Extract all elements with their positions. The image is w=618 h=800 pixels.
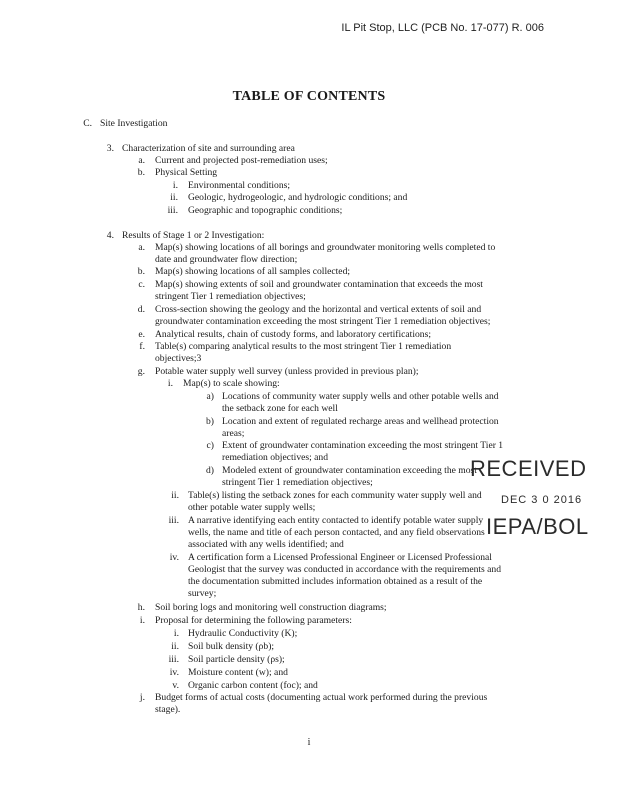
toc-label: a. xyxy=(138,155,145,166)
toc-label: h. xyxy=(137,602,145,613)
toc-line: Results of Stage 1 or 2 Investigation: xyxy=(122,230,265,241)
received-stamp: RECEIVED xyxy=(470,456,587,481)
toc-label: 3. xyxy=(106,143,114,154)
toc-line: Budget forms of actual costs (documenting actual work performed during the previous xyxy=(155,692,488,703)
toc-line: survey; xyxy=(188,588,217,599)
toc-label: iv. xyxy=(169,667,179,678)
toc-label: ii. xyxy=(171,490,179,501)
toc-line: Organic carbon content (foc); and xyxy=(188,680,318,691)
toc-line: groundwater contamination exceeding the most stringent Tier 1 remediation objectives; xyxy=(155,316,491,327)
toc-line: Table(s) comparing analytical results to the most stringent Tier 1 remediation xyxy=(155,341,452,352)
toc-line: Modeled extent of groundwater contamination exceeding the most xyxy=(222,465,477,476)
toc-line: Soil boring logs and monitoring well construction diagrams; xyxy=(155,602,387,613)
toc-label: iii. xyxy=(168,654,179,665)
toc-label: 4. xyxy=(106,230,114,241)
toc-line: associated with any wells identified; and xyxy=(188,539,344,550)
toc-line: stringent Tier 1 remediation objectives; xyxy=(222,477,373,488)
toc-line: Moisture content (w); and xyxy=(188,667,288,678)
toc-line: Current and projected post-remediation uses; xyxy=(155,155,328,166)
docket-header: IL Pit Stop, LLC (PCB No. 17-077) R. 006 xyxy=(341,22,544,34)
toc-label: C. xyxy=(83,118,92,129)
toc-line: stage). xyxy=(155,704,181,715)
toc-label: iii. xyxy=(168,515,179,526)
toc-line: stringent Tier 1 remediation objectives; xyxy=(155,291,306,302)
toc-line: wells, the name and title of each person contacted, and any field observations xyxy=(188,527,485,538)
toc-label: b) xyxy=(206,416,214,427)
toc-line: Locations of community water supply wells and other potable wells and xyxy=(222,391,499,402)
toc-line: Characterization of site and surrounding area xyxy=(122,143,295,154)
toc-label: b. xyxy=(137,266,145,277)
received-stamp-agency: IEPA/BOL xyxy=(486,514,589,539)
toc-label: e. xyxy=(138,329,145,340)
toc-line: Hydraulic Conductivity (K); xyxy=(188,628,298,639)
toc-line: Analytical results, chain of custody forms, and laboratory certifications; xyxy=(155,329,432,340)
toc-label: v. xyxy=(172,680,179,691)
toc-label: d. xyxy=(137,304,145,315)
toc-line: Extent of groundwater contamination exceeding the most stringent Tier 1 xyxy=(222,440,504,451)
toc-line: Cross-section showing the geology and the horizontal and vertical extents of soil and xyxy=(155,304,482,315)
toc-line: other potable water supply wells; xyxy=(188,502,316,513)
toc-line: Table(s) listing the setback zones for each community water supply well and xyxy=(188,490,482,501)
toc-line: Map(s) showing locations of all borings and groundwater monitoring wells completed to xyxy=(155,242,496,253)
toc-line: Soil bulk density (ρb); xyxy=(188,641,275,652)
page-number: i xyxy=(307,737,311,748)
toc-label: a. xyxy=(138,242,145,253)
toc-label: c. xyxy=(138,279,145,290)
toc-label: f. xyxy=(139,341,145,352)
received-stamp-date: DEC 3 0 2016 xyxy=(501,494,583,506)
toc-line: Map(s) to scale showing: xyxy=(183,378,280,389)
toc-line: Environmental conditions; xyxy=(188,180,291,191)
toc-line: Soil particle density (ρs); xyxy=(188,654,285,665)
toc-line: A narrative identifying each entity contacted to identify potable water supply xyxy=(188,515,484,526)
toc-line: Location and extent of regulated recharge areas and wellhead protection xyxy=(222,416,499,427)
toc-line: A certification form a Licensed Professional Engineer or Licensed Professional xyxy=(188,552,492,563)
toc-line: Geographic and topographic conditions; xyxy=(188,205,343,216)
toc-label: c) xyxy=(206,440,214,451)
toc-line: remediation objectives; and xyxy=(222,452,329,463)
toc-line: Proposal for determining the following parameters: xyxy=(155,615,352,626)
toc-label: i. xyxy=(139,615,145,626)
toc-line: Geologic, hydrogeologic, and hydrologic conditions; and xyxy=(188,192,408,203)
toc-label: a) xyxy=(206,391,214,402)
toc-line: Physical Setting xyxy=(155,167,218,178)
toc-label: i. xyxy=(172,180,178,191)
page-title: TABLE OF CONTENTS xyxy=(232,89,386,104)
toc-line: areas; xyxy=(222,428,245,439)
toc-label: b. xyxy=(137,167,145,178)
toc-line: Potable water supply well survey (unless provided in previous plan); xyxy=(155,366,419,377)
toc-line: Map(s) showing locations of all samples collected; xyxy=(155,266,351,277)
toc-line: the setback zone for each well xyxy=(222,403,338,414)
toc-label: iv. xyxy=(169,552,179,563)
toc-label: d) xyxy=(206,465,214,476)
toc-line: objectives;3 xyxy=(155,353,202,364)
toc-line: Map(s) showing extents of soil and groundwater contamination that exceeds the most xyxy=(155,279,483,290)
toc-label: i. xyxy=(173,628,179,639)
toc-line: date and groundwater flow direction; xyxy=(155,254,298,265)
toc-label: ii. xyxy=(171,641,179,652)
toc-line: Site Investigation xyxy=(100,118,168,129)
toc-label: g. xyxy=(137,366,145,377)
toc-label: i. xyxy=(167,378,173,389)
toc-label: j. xyxy=(139,692,145,703)
toc-line: Geologist that the survey was conducted in accordance with the requirements and xyxy=(188,564,502,575)
toc-label: iii. xyxy=(167,205,178,216)
toc-label: ii. xyxy=(170,192,178,203)
toc-line: the documentation submitted includes information obtained as a result of the xyxy=(188,576,483,587)
